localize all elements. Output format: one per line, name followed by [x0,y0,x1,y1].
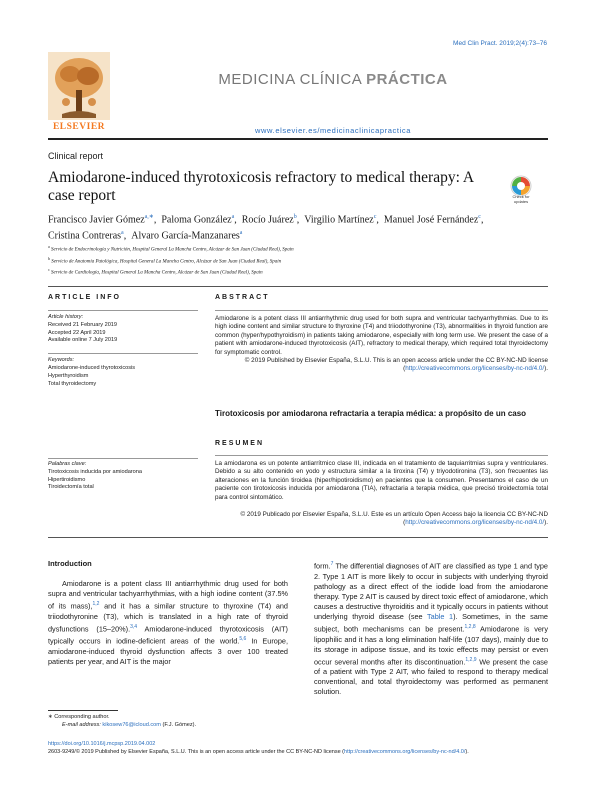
header-divider [48,138,548,140]
online-date: Available online 7 July 2019 [48,337,118,344]
body-text: ). Sometimes, in the same subject, both mechanisms can be present. [314,611,548,634]
journal-url-link[interactable]: www.elsevier.es/medicinaclinicapractica [255,126,411,135]
author-affiliation-mark[interactable]: a,∗ [144,214,154,220]
history-label: Article history: [48,314,84,320]
affiliation-mark: c [48,267,50,273]
affiliation-text: Servicio de Anatomía Patológica, Hospital General La Mancha Centro, Alcázar de San Juan (Ciudad Real), Spain [51,259,282,265]
email-label: E-mail address: [62,722,103,728]
author-name[interactable]: Rocío Juárez [241,214,294,226]
keyword: Tiroidectomía total [48,484,94,491]
body-text: In Europe, amiodarone-induced thyroid dysfunction affects 3 over 100 treated patients per year, and AIT is the major [48,636,288,667]
abstract-text: Amiodarone is a potent class III antiarrhythmic drug used for both supra and ventricular tachyarrhythmias. Due to its high iodine content and similar structure to thyroxine (T4) and triiodothyronine (T3), abnormalities in thyroid function are common (hyper/hypothyroidism) in patients taking amiodarone, especially with long term use. We present the case of a patient with amiodarone-induced thyrotoxicosis (AIT), refractory to medical therapy, which required total thyroidectomy for symptomatic control. [215,315,548,356]
body-text: form. [314,561,331,571]
footnote-divider [48,710,118,711]
spanish-title: Tirotoxicosis por amiodarona refractaria a terapia médica: a propósito de un caso [215,409,527,418]
author-name[interactable]: Alvaro García-Manzanares [131,230,240,242]
keyword: Hyperthyroidism [48,372,89,379]
license-link[interactable]: http://creativecommons.org/licenses/by-nc-nd/4.0/ [405,519,545,527]
body-text: Amiodarone is very lipophilic and it has a long elimination half-life (107 days), mainly due to its storage in adipose tissue, and its toxic effects may persist or even occur several months after its discontinuation. [314,624,548,667]
keywords-label: Keywords: [48,357,75,364]
keyword: Total thyroidectomy [48,380,97,387]
keyword: Hipertiroidismo [48,476,86,483]
reference-link[interactable]: 7 [330,561,334,567]
author-affiliation-mark[interactable]: c [373,214,377,220]
reference-link[interactable]: 3,4 [130,623,138,630]
license-suffix: ). [544,519,548,527]
divider [48,537,548,538]
license-text: © 2019 Publicado por Elsevier España, S.L.U. Este es un artículo Open Access bajo la licencia CC BY-NC-ND ( [240,511,548,527]
author-affiliation-mark[interactable]: c [478,214,481,220]
doi-link[interactable]: https://doi.org/10.1016/j.mcpsp.2019.04.002 [48,741,156,747]
author-affiliation-mark[interactable]: a [239,229,243,236]
issn-license-text: 2603-9249/© 2019 Published by Elsevier España, S.L.U. This is an open access article under the CC BY-NC-ND license ( [48,748,345,755]
reference-link[interactable]: 1,2,9 [465,656,477,663]
paper-title: Amiodarone-induced thyrotoxicosis refractory to medical therapy: A case report [48,169,474,204]
affiliation [48,266,548,278]
divider [215,455,548,456]
resumen-text: La amiodarona es un potente antiarrítmico clase III, indicada en el tratamiento de taquiarritmias supra y ventriculares. Debido a su alto contenido en yodo y estructura similar a la tiroxina (T4) y triyodotironina (T3), son frecuentes las alteraciones en la función tiroidea (hiper/hipotiroidismo) en pacientes que la consumen. Presentamos el caso de un paciente con tirotoxicosis inducida por amiodarona (TIA), refractaria a terapia médica, que precisó tiroidectomía total para control sintomático. [215,460,548,501]
license-link[interactable]: http://creativecommons.org/licenses/by-nc-nd/4.0/ [405,365,545,373]
palabras-clave [48,461,198,492]
reference-link[interactable]: 1,2,8 [464,623,476,630]
resumen-license [215,511,548,528]
author-name[interactable]: Virgilio Martínez [304,214,374,226]
affiliations [48,243,548,278]
article-info-heading: ARTICLE INFO [48,294,121,301]
divider [48,310,198,311]
reference-link[interactable]: 5,6 [239,636,247,643]
journal-title-bold: PRÁCTICA [366,71,448,88]
email-suffix: (F.J. Gómez). [160,722,197,728]
accepted-date: Accepted 22 April 2019 [48,329,106,336]
email-link[interactable]: kikosew76@icloud.com [102,722,161,728]
license-link[interactable]: http://creativecommons.org/licenses/by-nc-nd/4.0/ [344,748,466,755]
journal-citation[interactable]: Med Clin Pract. 2019;2(4):73–76 [453,40,547,47]
keywords [48,357,198,388]
intro-paragraph [48,579,288,667]
body-right-column [314,559,548,697]
keywords-label: Palabras clave: [48,461,87,467]
journal-title[interactable] [118,71,548,88]
author-name[interactable]: Francisco Javier Gómez [48,214,145,226]
article-info [48,294,198,388]
keyword: Tirotoxicosis inducida por amiodarona [48,468,143,475]
journal-header [48,52,548,134]
section-type: Clinical report [48,151,104,161]
author-name[interactable]: Paloma González [161,214,232,226]
affiliation-text: Servicio de Endocrinología y Nutrición, Hospital General La Mancha Centro, Alcázar de San Juan (Ciudad Real), Spain [51,247,294,253]
author-affiliation-mark[interactable]: a [121,229,124,236]
journal-banner [118,52,548,135]
author-name[interactable]: Cristina Contreras [48,230,122,242]
divider [48,353,198,354]
reference-link[interactable]: 1,2 [92,601,100,608]
affiliation [48,255,548,267]
author-affiliation-mark[interactable]: a [231,214,235,220]
affiliation-mark: b [48,255,50,261]
check-for-updates-label[interactable]: Check for updates [512,194,530,204]
footnote [48,713,308,729]
divider [215,310,548,311]
divider [48,286,548,287]
resumen-heading: RESUMEN [215,440,265,447]
keyword: Amiodarone-induced thyrotoxicosis [48,364,136,371]
author-name[interactable]: Manuel José Fernández [383,214,479,226]
author-list: Francisco Javier Gómez$^{a,∗}$, Paloma González$^a$, Rocío Juárez$^b$, Virgilio Martínez$^c$, Manuel José Fernández$^c$, Cristina Contreras$^a$, Alvaro García-Manzanares$^a$ [48,214,489,242]
intro-heading: Introduction [48,559,92,568]
affiliation [48,243,548,255]
body-text: and it has a similar structure to thyroxine (T4) and triiodothyronine (T3), which is translated in a high rate of thyroid dysfunctions (15–20%). [48,601,288,634]
body-text: Amiodarone is a potent class III antiarrhythmic drug used for both supra and ventricular tachyarrhythmias, with a high iodine content (37.5% of its mass), [48,579,288,611]
received-date: Received 21 February 2019 [48,321,118,328]
intro-paragraph-cont [314,559,548,697]
author-affiliation-mark[interactable]: b [293,214,297,220]
table-link[interactable]: Table 1 [427,611,454,621]
license-suffix: ). [465,748,469,755]
body-text: Amiodarone-induced thyrotoxicosis (AIT) typically occurs in iodine-deficient areas of the world. [48,624,288,646]
abstract-heading: ABSTRACT [215,294,270,301]
abstract [215,294,548,374]
divider [48,458,198,459]
article-history [48,314,198,345]
affiliation-text: Servicio de Cardiología, Hospital General La Mancha Centro, Alcázar de San Juan (Ciudad Real), Spain [51,270,263,276]
journal-title-main: MEDICINA CLÍNICA [218,71,367,88]
abstract-license [215,357,548,374]
license-text: © 2019 Published by Elsevier España, S.L.U. This is an open access article under the CC BY-NC-ND license ( [244,357,548,373]
affiliation-mark: a [48,244,50,249]
elsevier-wordmark[interactable]: ELSEVIER [52,122,106,132]
license-suffix: ). [544,365,548,373]
body-text: The differential diagnoses of AIT are classified as type 1 and type 2. Type 1 AIT is more likely to occur in subjects with underlying thyroid pathology as a direct effect of the iodide load from the amiodarone therapy. Type 2 AIT is caused by direct toxic effect of amiodarone, which causes a destructive thyroiditis and it typically occurs in patients without underlying thyroid disease (see [314,561,548,621]
body-left-column [48,559,288,667]
article-meta-footer [48,741,548,757]
body-text: We present the case of a patient with Type 2 AIT, who failed to respond to therapy medical conventional, and total thyroidectomy was performed as permanent solution. [314,657,548,697]
corresponding-author: ∗ Corresponding author. [48,714,110,720]
